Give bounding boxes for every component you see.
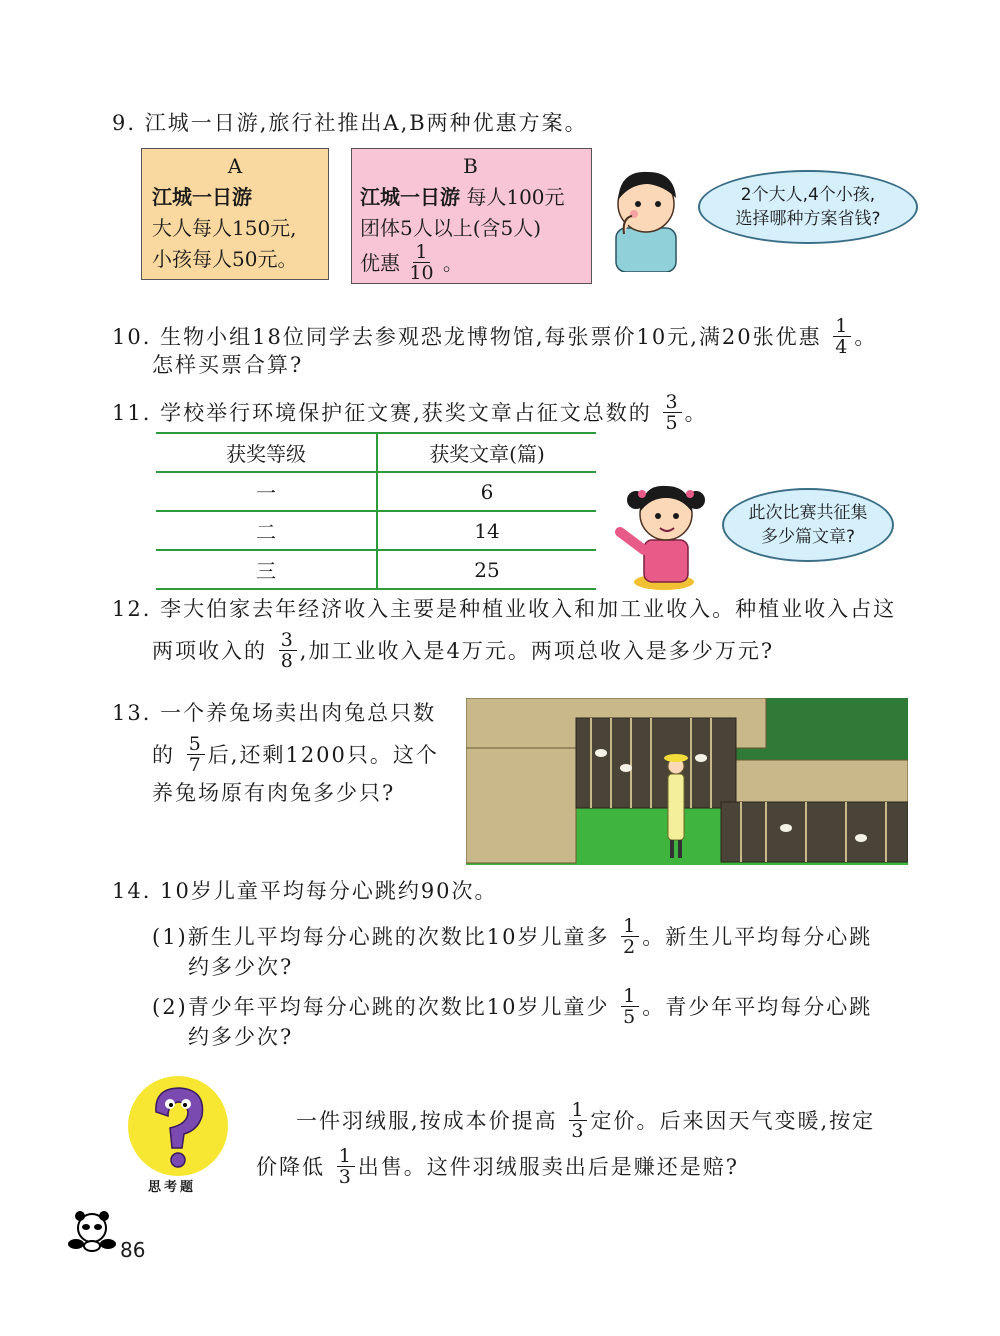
page-number: 86 — [120, 1238, 146, 1262]
q13-line2: 的 $\frac{5}{7}$ 后,还剩1200只。这个 — [152, 733, 439, 776]
q14-sub1-line1: (1)新生儿平均每分心跳的次数比10岁儿童多 $\frac{1}{2}$ 。新生儿平均每分心跳 — [152, 915, 873, 958]
q14-sub1-fraction: $\frac{1}{2}$ — [623, 915, 638, 958]
table-header-row — [156, 433, 596, 472]
plan-b-title: 江城一日游 — [360, 185, 460, 209]
table-row — [156, 511, 596, 550]
q11-fraction: $\frac{3}{5}$ — [665, 391, 680, 434]
q12-fraction: $\frac{3}{8}$ — [280, 629, 295, 672]
table-row — [156, 472, 596, 511]
q10-line2: 怎样买票合算? — [152, 353, 304, 377]
table-header: 获奖等级 — [156, 433, 377, 472]
q11-prompt: 11. 学校举行环境保护征文赛,获奖文章占征文总数的 $\frac{3}{5}$ 。 — [112, 391, 708, 434]
q14-prompt: 14. 10岁儿童平均每分心跳约90次。 — [112, 879, 498, 903]
table-header: 获奖文章(篇) — [429, 442, 545, 466]
q12-line2: 两项收入的 $\frac{3}{8}$ ,加工业收入是4万元。两项总收入是多少万元? — [152, 629, 775, 672]
q12-line1: 12. 李大伯家去年经济收入主要是种植业收入和加工业收入。种植业收入占这 — [112, 597, 897, 621]
panda-icon — [66, 1208, 118, 1254]
girl-illustration — [612, 470, 717, 590]
plan-b-heading: B — [463, 154, 478, 178]
q13-line3: 养兔场原有肉兔多少只? — [152, 781, 396, 805]
table-cell: 25 — [474, 557, 500, 582]
table-cell: 二 — [156, 511, 377, 550]
table-cell: 三 — [156, 550, 377, 589]
award-table — [156, 432, 596, 590]
plan-a-heading: A — [227, 154, 243, 178]
q14-sub2-fraction: $\frac{1}{5}$ — [623, 985, 638, 1028]
plan-a-box — [141, 148, 329, 280]
boy-illustration — [604, 160, 694, 272]
q14-sub2-line1: (2)青少年平均每分心跳的次数比10岁儿童少 $\frac{1}{5}$ 。青少年平均每分心跳 — [152, 985, 873, 1028]
q13-fraction: $\frac{5}{7}$ — [188, 733, 203, 776]
plan-a-title: 江城一日游 — [152, 185, 252, 209]
think-question-icon — [124, 1072, 232, 1180]
q14-sub2-line2: 约多少次? — [188, 1025, 294, 1049]
q11-speech-bubble: 此次比赛共征集 多少篇文章? — [722, 488, 894, 562]
think-label: 思考题 — [148, 1180, 197, 1195]
plan-b-line3: 优惠 $\frac{1}{10}$ 。 — [360, 241, 463, 284]
think-fraction-2: $\frac{1}{3}$ — [338, 1145, 353, 1188]
plan-a-line1: 大人每人150元, — [152, 216, 297, 240]
think-line2: 价降低 $\frac{1}{3}$ 出售。这件羽绒服卖出后是赚还是赔? — [256, 1145, 740, 1188]
q14-sub1-line2: 约多少次? — [188, 955, 294, 979]
plan-b-title-rest: 每人100元 — [466, 185, 565, 209]
q10-line1: 10. 生物小组18位同学去参观恐龙博物馆,每张票价10元,满20张优惠 $\frac{1}{4}$ 。 — [112, 315, 878, 358]
table-row — [156, 550, 596, 589]
q10-fraction: $\frac{1}{4}$ — [835, 315, 850, 358]
think-line1: 一件羽绒服,按成本价提高 $\frac{1}{3}$ 定价。后来因天气变暖,按定 — [296, 1099, 876, 1142]
plan-b-fraction: $\frac{1}{10}$ — [409, 241, 434, 284]
rabbit-farm-illustration — [466, 698, 908, 865]
plan-a-line2: 小孩每人50元。 — [152, 247, 298, 271]
think-fraction-1: $\frac{1}{3}$ — [571, 1099, 586, 1142]
q9-prompt: 9. 江城一日游,旅行社推出A,B两种优惠方案。 — [112, 111, 588, 135]
table-cell: 14 — [474, 518, 500, 543]
table-cell: 一 — [156, 472, 377, 511]
plan-b-line2: 团体5人以上(含5人) — [360, 216, 542, 240]
q13-line1: 13. 一个养兔场卖出肉兔总只数 — [112, 701, 437, 725]
table-cell: 6 — [480, 479, 494, 504]
plan-b-box — [351, 148, 592, 284]
q9-speech-bubble: 2个大人,4个小孩, 选择哪种方案省钱? — [698, 170, 918, 244]
